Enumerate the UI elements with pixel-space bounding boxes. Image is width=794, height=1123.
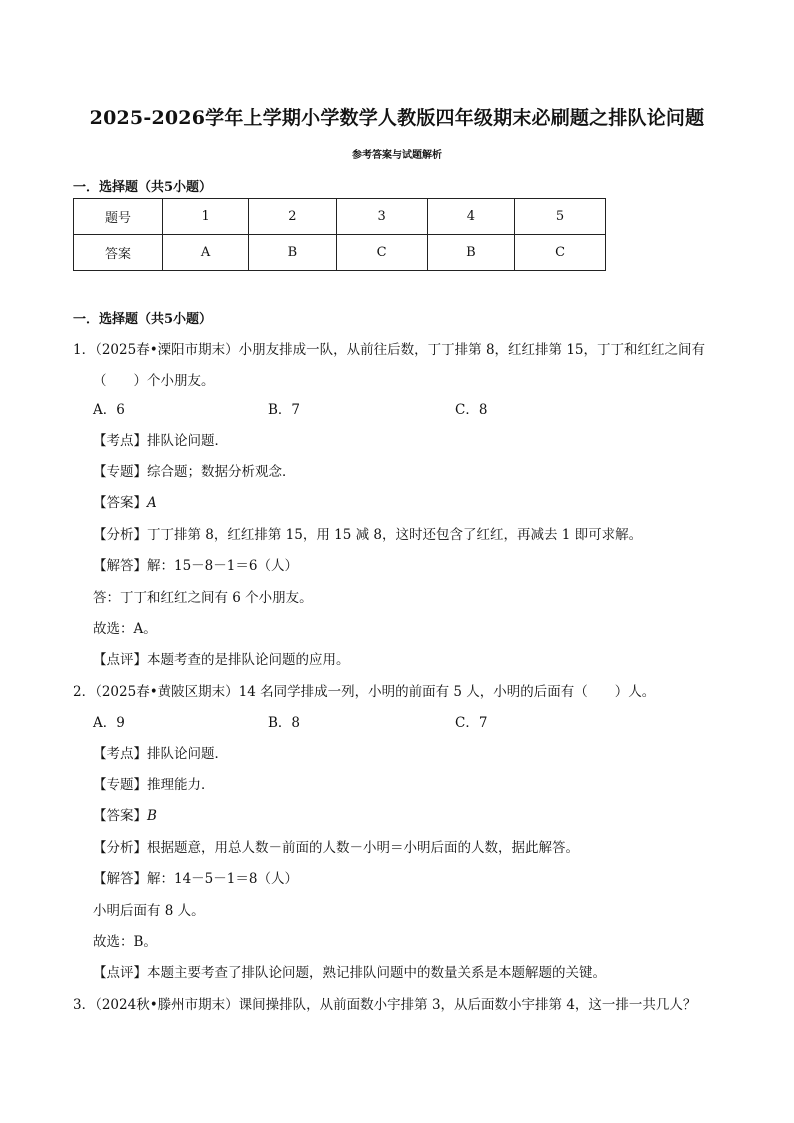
table-cell: 5 xyxy=(515,199,606,235)
zhuanti-text: 综合题；数据分析观念． xyxy=(147,464,296,480)
table-cell: 3 xyxy=(336,199,427,235)
daan-text: B xyxy=(147,808,157,824)
table-cell: C xyxy=(515,235,606,271)
page-title: 2025-2026学年上学期小学数学人教版四年级期末必刷题之排队论问题 xyxy=(89,107,705,129)
table-cell: 1 xyxy=(163,199,249,235)
dianping-text: 本题考查的是排队论问题的应用。 xyxy=(147,652,350,668)
question-2-daan xyxy=(93,807,157,825)
table-cell: 题号 xyxy=(74,199,163,235)
daan-text: A xyxy=(147,495,157,511)
table-cell: 2 xyxy=(249,199,337,235)
dianping-text: 本题主要考查了排队论问题，熟记排队问题中的数量关系是本题解题的关键。 xyxy=(147,965,606,981)
question-1-option-b: B．7 xyxy=(268,402,301,418)
jieda-tag: 【解答】 xyxy=(93,871,147,887)
fenxi-text: 根据题意，用总人数－前面的人数－小明＝小明后面的人数，据此解答。 xyxy=(147,840,579,856)
question-1-choose: 故选：A。 xyxy=(93,621,157,637)
question-1-fenxi xyxy=(93,526,642,544)
jieda-text: 解：14－5－1＝8（人） xyxy=(147,871,298,887)
table-row xyxy=(74,199,606,235)
question-2-answer-line: 小明后面有 8 人。 xyxy=(93,903,205,919)
daan-tag: 【答案】 xyxy=(93,808,147,824)
table-cell: A xyxy=(163,235,249,271)
kaodian-tag: 【考点】 xyxy=(93,433,147,449)
section-heading-summary: 一．选择题（共5小题） xyxy=(73,180,213,195)
question-2-option-b: B．8 xyxy=(268,715,301,731)
jieda-tag: 【解答】 xyxy=(93,558,147,574)
kaodian-text: 排队论问题． xyxy=(147,433,228,449)
question-1-answer-line: 答：丁丁和红红之间有 6 个小朋友。 xyxy=(93,590,313,606)
question-2-fenxi xyxy=(93,839,579,857)
kaodian-text: 排队论问题． xyxy=(147,746,228,762)
question-2-dianping xyxy=(93,964,606,982)
jieda-text: 解：15－8－1＝6（人） xyxy=(147,558,298,574)
dianping-tag: 【点评】 xyxy=(93,652,147,668)
table-cell: C xyxy=(336,235,427,271)
question-1-daan xyxy=(93,494,157,512)
kaodian-tag: 【考点】 xyxy=(93,746,147,762)
zhuanti-tag: 【专题】 xyxy=(93,464,147,480)
table-row xyxy=(74,235,606,271)
question-3-stem: 3．（2024秋•滕州市期末）课间操排队，从前面数小宇排第 3，从后面数小宇排第 4，这一排一共几人？ xyxy=(73,997,697,1013)
dianping-tag: 【点评】 xyxy=(93,965,147,981)
question-2-zhuanti xyxy=(93,776,215,794)
page-subtitle: 参考答案与试题解析 xyxy=(352,150,442,161)
zhuanti-text: 推理能力． xyxy=(147,777,215,793)
question-2-jieda xyxy=(93,870,298,888)
fenxi-text: 丁丁排第 8，红红排第 15，用 15 减 8，这时还包含了红红，再减去 1 即可求解。 xyxy=(147,527,643,543)
zhuanti-tag: 【专题】 xyxy=(93,777,147,793)
answer-table xyxy=(73,198,606,271)
question-1-jieda xyxy=(93,557,298,575)
fenxi-tag: 【分析】 xyxy=(93,840,147,856)
question-2-choose: 故选：B。 xyxy=(93,934,157,950)
question-1-stem-cont: （ ）个小朋友。 xyxy=(93,373,215,389)
fenxi-tag: 【分析】 xyxy=(93,527,147,543)
table-cell: 答案 xyxy=(74,235,163,271)
question-2-kaodian xyxy=(93,745,228,763)
question-2-option-c: C．7 xyxy=(455,715,488,731)
daan-tag: 【答案】 xyxy=(93,495,147,511)
section-heading-detail: 一．选择题（共5小题） xyxy=(73,312,213,327)
question-1-option-c: C．8 xyxy=(455,402,488,418)
table-cell: 4 xyxy=(427,199,515,235)
question-2-stem: 2．（2025春•黄陂区期末）14 名同学排成一列，小明的前面有 5 人，小明的后面有（ ）人。 xyxy=(73,684,656,700)
question-2-option-a: A．9 xyxy=(93,715,125,731)
question-1-dianping xyxy=(93,651,350,669)
table-cell: B xyxy=(427,235,515,271)
question-1-option-a: A．6 xyxy=(93,402,125,418)
question-1-kaodian xyxy=(93,432,228,450)
question-1-zhuanti xyxy=(93,463,296,481)
question-1-stem: 1．（2025春•溧阳市期末）小朋友排成一队，从前往后数，丁丁排第 8，红红排第 15，丁丁和红红之间有 xyxy=(73,342,706,358)
table-cell: B xyxy=(249,235,337,271)
